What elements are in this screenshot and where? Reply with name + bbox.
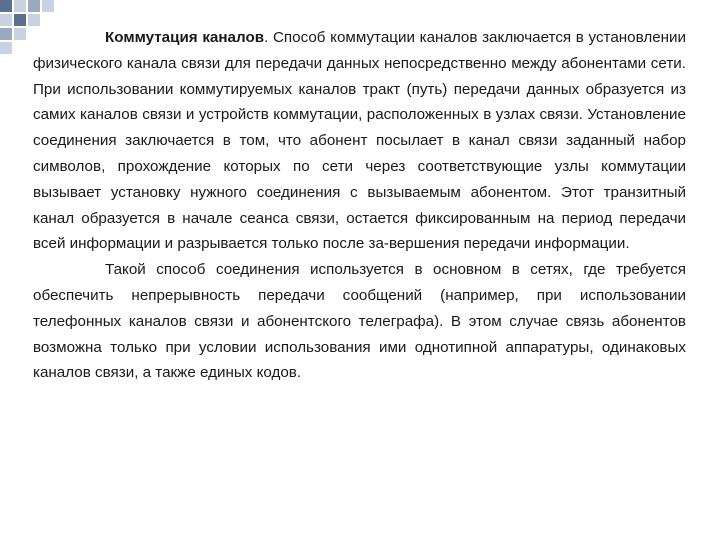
slide-body bbox=[33, 25, 686, 386]
paragraph-usage bbox=[33, 257, 686, 386]
decor-square bbox=[0, 14, 12, 26]
decor-square bbox=[14, 14, 26, 26]
decor-square bbox=[0, 0, 12, 12]
paragraph-text: . Способ коммутации каналов заключается в установлении физического канала связи для передачи данных непосредственно между абонентами сети. При использовании коммутируемых каналов тракт (путь) передачи данных образуется из самих каналов связи и устройств коммутации, расположенных в узлах связи. Установление соединения заключается в том, что абонент посылает в канал связи заданный набор символов, прохождение которых по сети через соответствующие узлы коммутации вызывает установку нужного соединения с вызываемым абонентом. Этот транзитный канал образуется в начале сеанса связи, остается фиксированным на период передачи всей информации и разрывается только после за-вершения передачи информации. bbox=[33, 29, 686, 253]
term-circuit-switching: Коммутация каналов bbox=[105, 29, 265, 46]
decor-square bbox=[28, 0, 40, 12]
paragraph-circuit-switching bbox=[33, 25, 686, 257]
decor-square bbox=[14, 0, 26, 12]
decor-square bbox=[0, 42, 12, 54]
paragraph-text: Такой способ соединения используется в основном в сетях, где требуется обеспечить непрерывность передачи сообщений (например, при использовании телефонных каналов связи и абонентского телеграфа). В этом случае связь абонентов возможна только при условии использования ими однотипной аппаратуры, одинаковых каналов связи, а также единых кодов. bbox=[33, 261, 686, 382]
decor-square bbox=[14, 28, 26, 40]
decor-square bbox=[0, 28, 12, 40]
decor-square bbox=[42, 0, 54, 12]
